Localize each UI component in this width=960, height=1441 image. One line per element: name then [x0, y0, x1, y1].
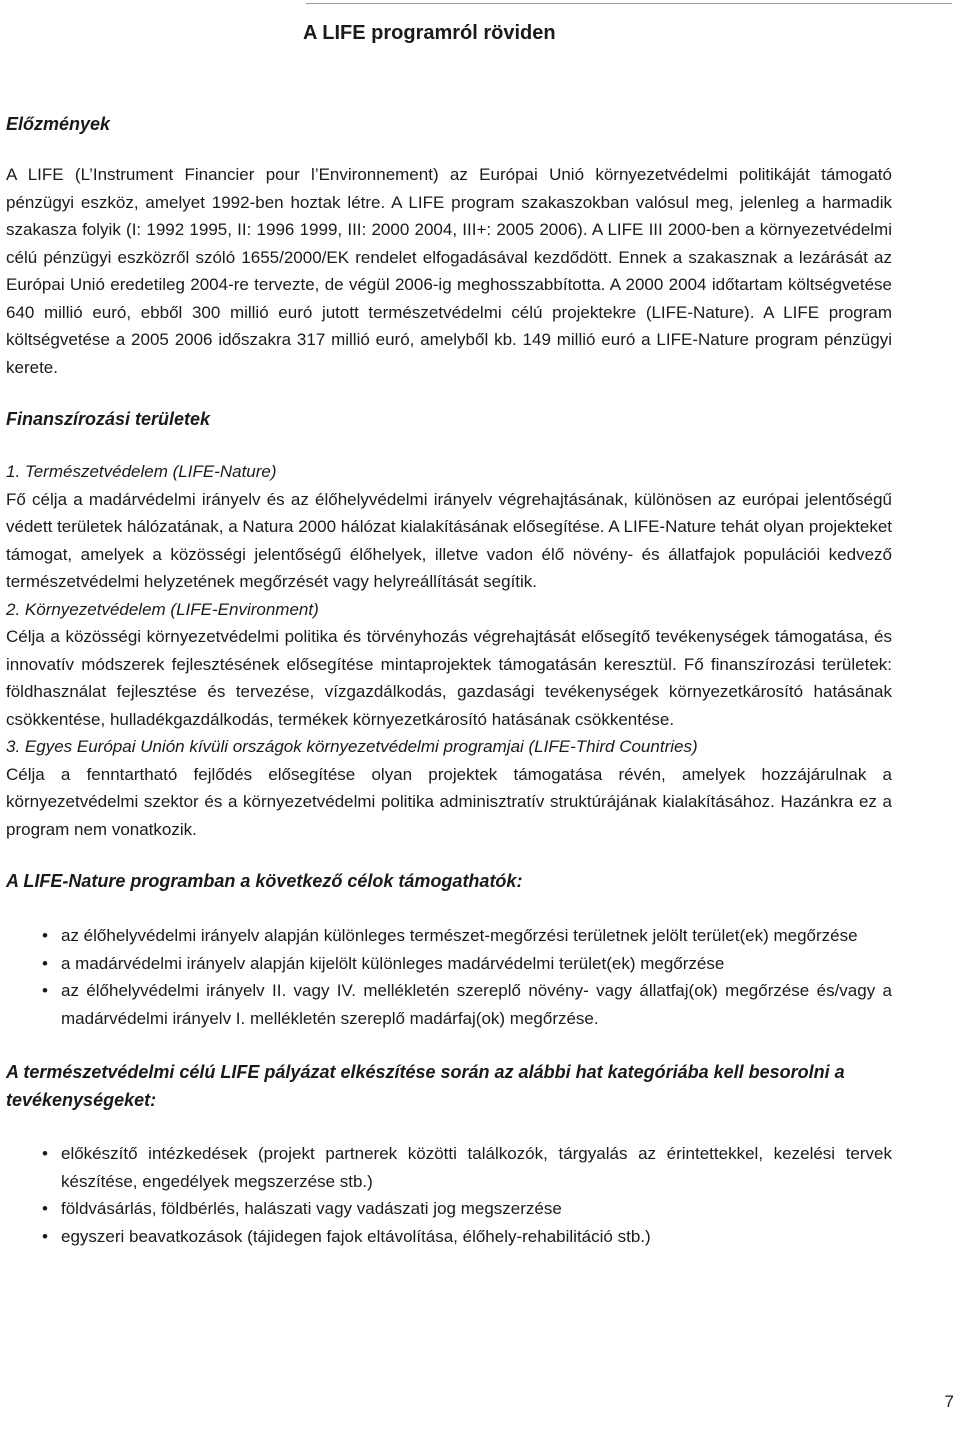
funding-item-text: Fő célja a madárvédelmi irányelv és az élőhelyvédelmi irányelv végrehajtásának, különösen az európai jelentőségű védett területek hálózatának, a Natura 2000 hálózat kialakításának elősegítése. A LIFE-Nature tehát olyan projekteket támogat, amelyek a közösségi jelentőségű élőhelyek, illetve vadon élő növény- és állatfajok populációi kedvező természetvédelmi helyzetének megőrzését vagy helyreállítását segítik.	[6, 489, 892, 591]
page-content	[6, 22, 892, 1250]
bullet-icon: •	[42, 926, 48, 945]
section-heading-finanszirozasi: Finanszírozási területek	[6, 409, 211, 429]
list-item: • az élőhelyvédelmi irányelv alapján különleges természet-megőrzési területnek jelölt terület(ek) megőrzése	[6, 922, 892, 950]
list-item: • előkészítő intézkedések (projekt partnerek közötti találkozók, tárgyalás az érintettekkel, kezelési tervek készítése, engedélyek megszerzése stb.)	[6, 1140, 892, 1195]
section-heading-elozmenyek: Előzmények	[6, 114, 111, 134]
funding-item-text: Célja a közösségi környezetvédelmi politika és törvényhozás végrehajtását elősegítő tevékenységek támogatása, és innovatív módszerek fejlesztésének elősegítése mintaprojektek támogatásán keresztül. Fő finanszírozási területek: földhasználat fejlesztése és tervezése, vízgazdálkodás, gazdasági tevékenységek környezetkárosító hatásának csökkentése, hulladékgazdálkodás, termékek környezetkárosító hatásának csökkentése.	[6, 627, 892, 729]
section-heading-celok: A LIFE-Nature programban a következő célok támogathatók:	[6, 871, 523, 891]
list-item: • az élőhelyvédelmi irányelv II. vagy IV. mellékletén szereplő növény- vagy állatfaj(ok) megőrzése és/vagy a madárvédelmi irányelv I. mellékletén szereplő madárfaj(ok) megőrzése.	[6, 977, 892, 1032]
funding-item-title: 3. Egyes Európai Unión kívüli országok környezetvédelmi programjai (LIFE-Third Countries)	[6, 737, 698, 756]
bullet-icon: •	[42, 1226, 48, 1246]
list-item: • a madárvédelmi irányelv alapján kijelölt különleges madárvédelmi terület(ek) megőrzése	[6, 950, 892, 978]
bullet-icon: •	[42, 1144, 48, 1163]
funding-item-title: 2. Környezetvédelem (LIFE-Environment)	[6, 599, 319, 619]
page-number: 7	[944, 1392, 954, 1411]
paragraph-elozmenyek: A LIFE (L’Instrument Financier pour l’Environnement) az Európai Unió környezetvédelmi politikáját támogató pénzügyi eszköz, amelyet 1992-ben hoztak létre. A LIFE program szakaszokban valósul meg, jelenleg a harmadik szakasza folyik (I: 1992 1995, II: 1996 1999, III: 2000 2004, III+: 2005 2006). A LIFE III 2000-ben a környezetvédelmi célú pénzügyi eszközről szóló 1655/2000/EK rendelet elfogadásával kezdődött. Ennek a szakasznak a lezárását az Európai Unió eredetileg 2004-re tervezte, de végül 2006-ig meghosszabbította. A 2000 2004 időtartam költségvetése 640 millió euró, ebből 300 millió euró jutott természetvédelmi célú projektekre (LIFE-Nature). A LIFE program költségvetése a 2005 2006 időszakra 317 millió euró, amelyből kb. 149 millió euró a LIFE-Nature program pénzügyi kerete.	[6, 165, 892, 377]
bullet-icon: •	[42, 981, 48, 1000]
page-title: A LIFE programról röviden	[303, 22, 556, 44]
header-rule	[306, 3, 952, 4]
goals-list	[6, 922, 892, 1032]
bullet-icon: •	[42, 1199, 48, 1218]
categories-list	[6, 1140, 892, 1250]
bullet-icon: •	[42, 953, 48, 973]
funding-item-title: 1. Természetvédelem (LIFE-Nature)	[6, 462, 277, 481]
funding-item-text: Célja a fenntartható fejlődés elősegítése olyan projektek támogatása révén, amelyek hozzájárulnak a környezetvédelmi szektor és a környezetvédelmi politika adminisztratív struktúrájának kialakításához. Hazánkra ez a program nem vonatkozik.	[6, 764, 892, 839]
list-item: • egyszeri beavatkozások (tájidegen fajok eltávolítása, élőhely-rehabilitáció stb.)	[6, 1223, 892, 1251]
list-item: • földvásárlás, földbérlés, halászati vagy vadászati jog megszerzése	[6, 1195, 892, 1223]
section-heading-kategoriak: A természetvédelmi célú LIFE pályázat elkészítése során az alábbi hat kategóriába kell besorolni a tevékenységeket:	[6, 1062, 845, 1110]
